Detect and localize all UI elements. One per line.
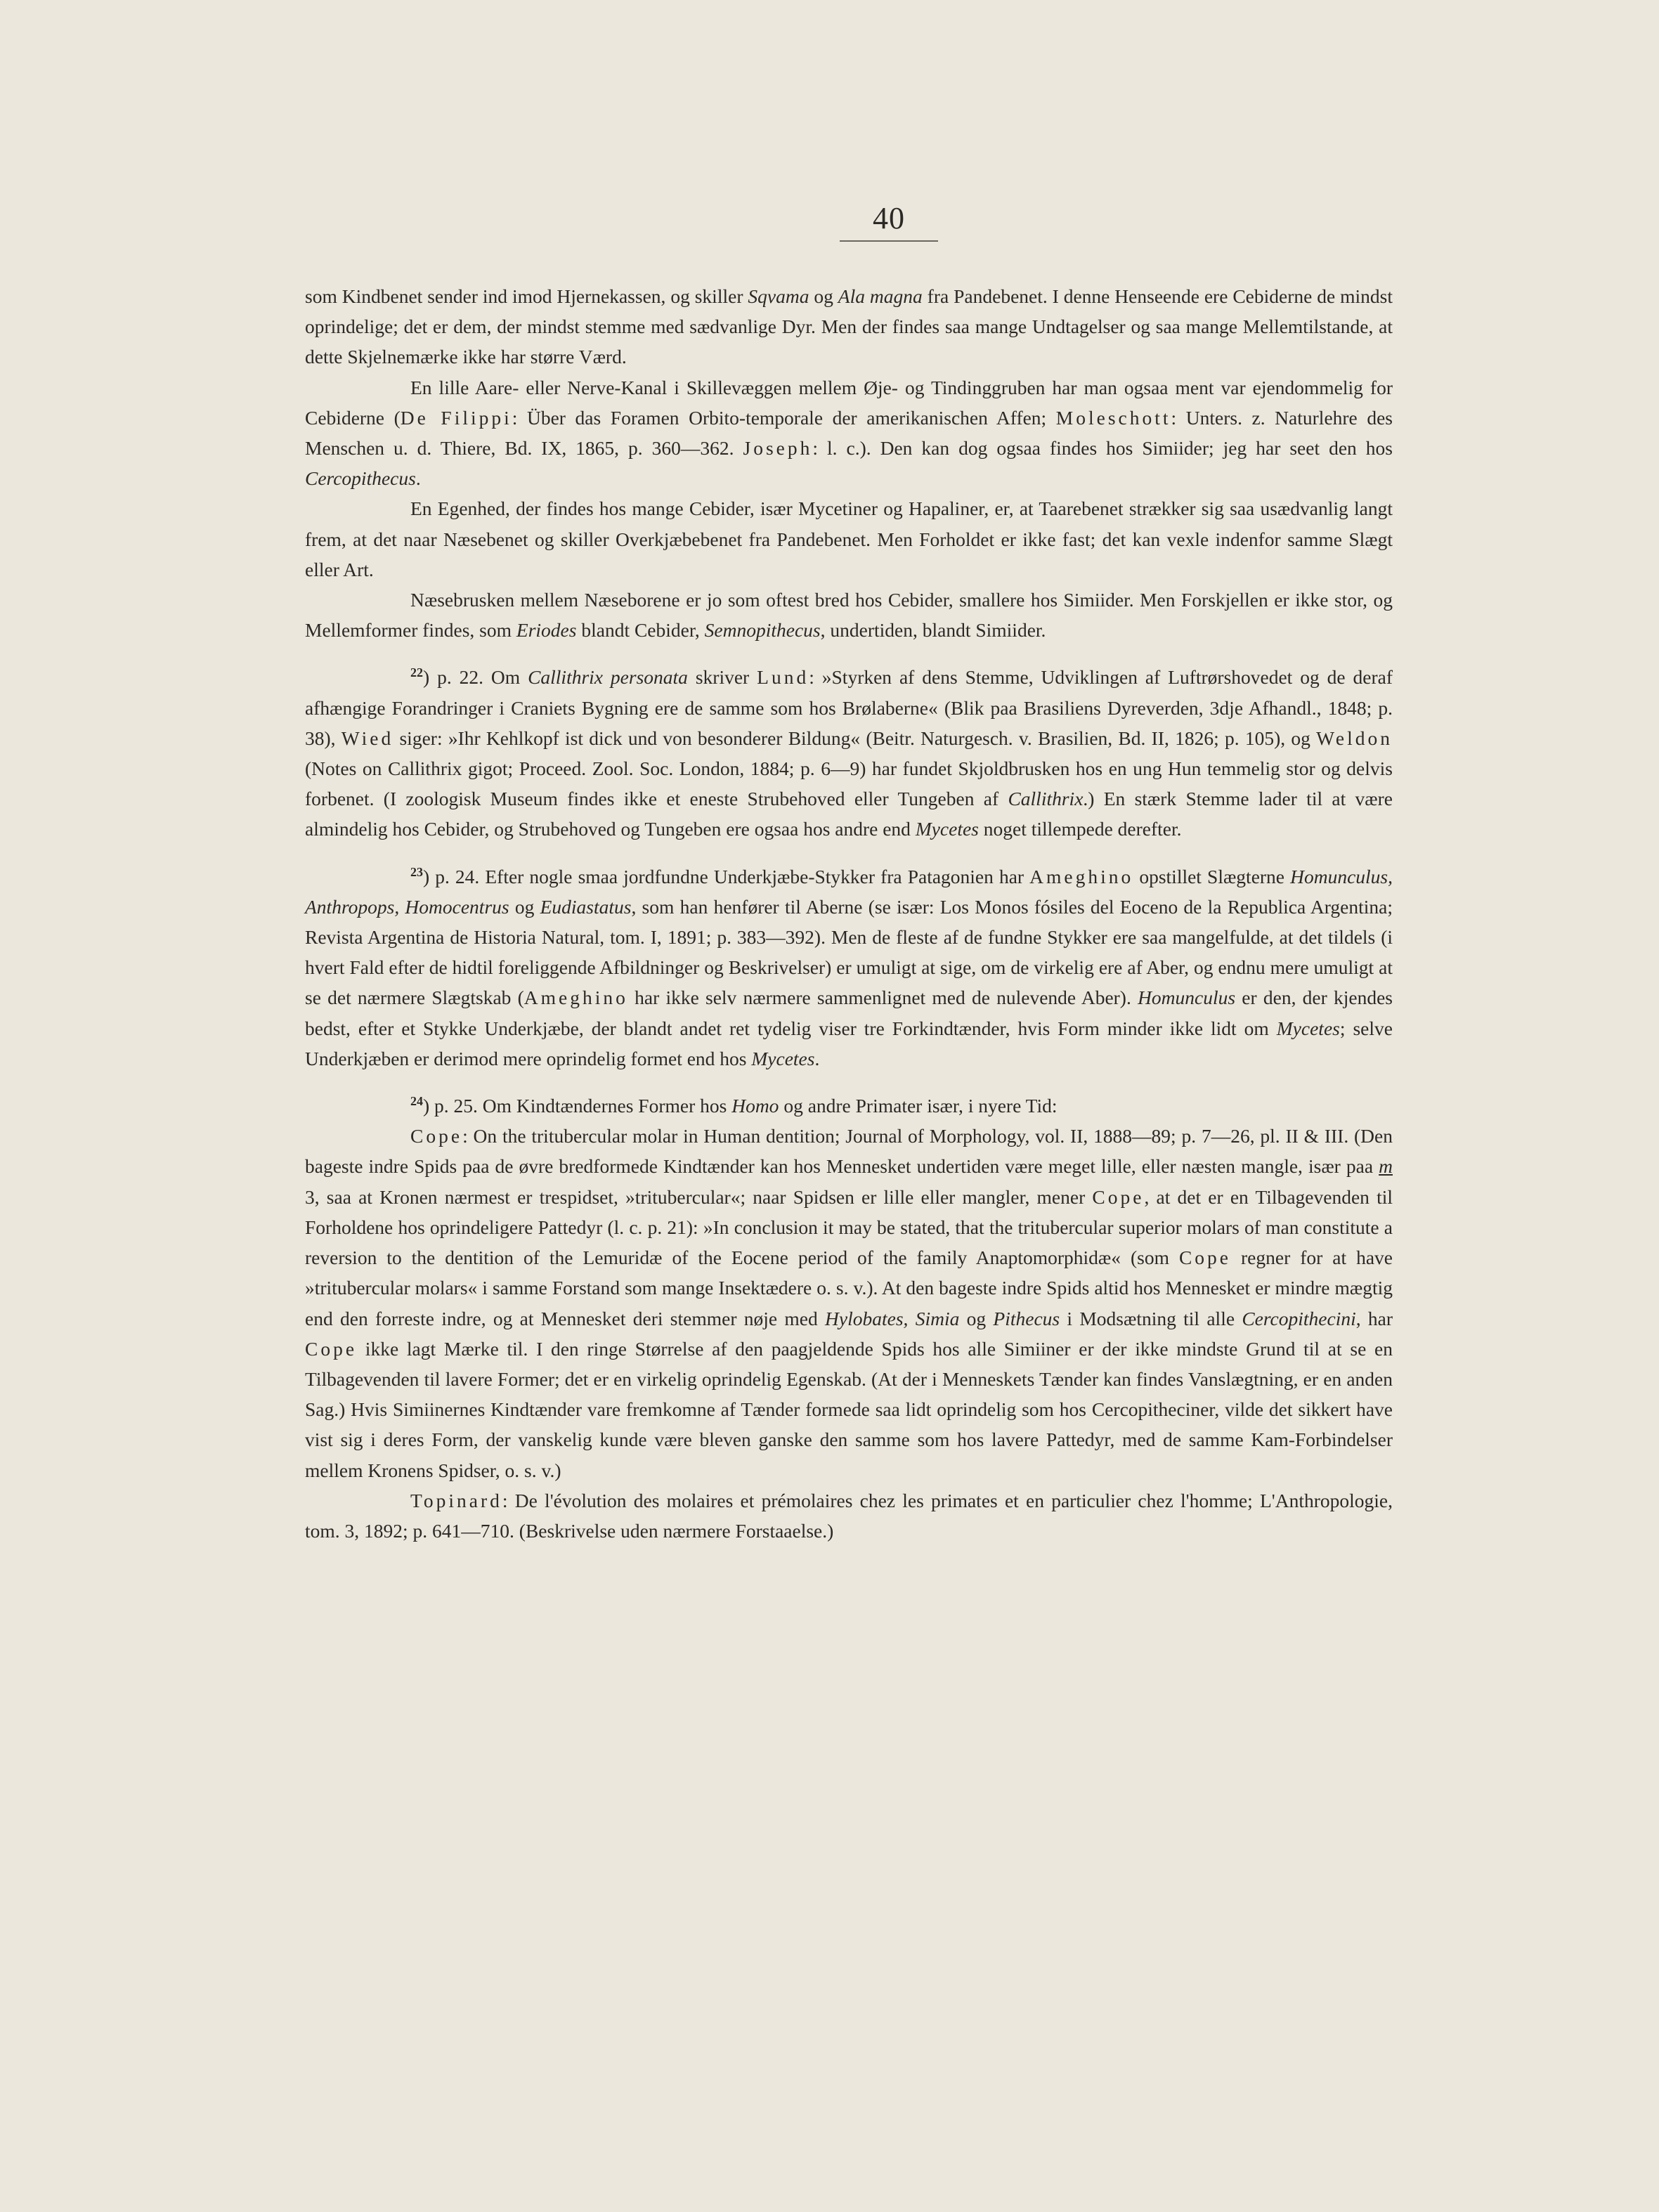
page-number: 40: [873, 201, 905, 235]
paragraph: En Egenhed, der findes hos mange Cebider, især Mycetiner og Hapaliner, er, at Taarebenet strækker sig saa usædvanlig langt frem, at det naar Næsebenet og skiller Overkjæbebenet fra Pandebenet. Men Forholdet er ikke fast; det kan vexle indenfor samme Slægt eller Art.: [305, 497, 1393, 580]
paragraph: $^{23}$) p. 24. Efter nogle smaa jordfundne Underkjæbe-Stykker fra Patagonien har Ameghino opstillet Slægterne Homunculus, Anthropops, Homocentrus og Eudiastatus, som han henfører til Aberne (se især: Los Monos fósiles del Eoceno de la Republica Argentina; Revista Argentina de Historia Natural, tom. I, 1891; p. 383—392). Men de fleste af de fundne Stykker ere saa mangelfulde, at det tildels (i hvert Fald efter de hidtil foreliggende Afbildninger og Beskrivelser) er umuligt at sige, om de virkelig ere af Aber, og endnu mere umuligt at se det nærmere Slægtskab (Ameghino har ikke selv nærmere sammenlignet med de nulevende Aber). Homunculus er den, der kjendes bedst, efter et Stykke Underkjæbe, der blandt andet ret tydelig viser tre Forkindtænder, hvis Form minder ikke lidt om Mycetes; selve Underkjæben er derimod mere oprindelig formet end hos Mycetes.: [305, 864, 1393, 1069]
paragraph: som Kindbenet sender ind imod Hjernekassen, og skiller Sqvama og Ala magna fra Pandebenet. I denne Henseende ere Cebiderne de mindst oprindelige; det er dem, der mindst stemme med sædvanlige Dyr. Men der findes saa mange Undtagelser og saa mange Mellemtilstande, at dette Skjelnemærke ikke har større Værd.: [305, 285, 1393, 368]
paragraph: Topinard: De l'évolution des molaires et prémolaires chez les primates et en particulier chez l'homme; L'Anthropologie, tom. 3, 1892; p. 641—710. (Beskrivelse uden nærmere Forstaaelse.): [305, 1489, 1393, 1542]
paragraph: En lille Aare- eller Nerve-Kanal i Skillevæggen mellem Øje- og Tindinggruben har man ogsaa ment var ejendommelig for Cebiderne (De Filippi: Über das Foramen Orbito-temporale der amerikanischen Affen; Moleschott: Unters. z. Naturlehre des Menschen u. d. Thiere, Bd. IX, 1865, p. 360—362. Joseph: l. c.). Den kan dog ogsaa findes hos Simiider; jeg har seet den hos Cercopithecus.: [305, 376, 1393, 490]
page-number-rule: [840, 240, 938, 242]
paragraph: $^{22}$) p. 22. Om Callithrix personata skriver Lund: »Styrken af dens Stemme, Udviklingen af Luftrørshovedet og de deraf afhængige Forandringer i Craniets Bygning ere de samme som hos Brølaberne« (Blik paa Brasiliens Dyreverden, 3dje Afhandl., 1848; p. 38), Wied siger: »Ihr Kehlkopf ist dick und von besonderer Bildung« (Beitr. Naturgesch. v. Brasilien, Bd. II, 1826; p. 105), og Weldon (Notes on Callithrix gigot; Proceed. Zool. Soc. London, 1884; p. 6—9) har fundet Skjoldbrusken hos en ung Hun temmelig stor og delvis forbenet. (I zoologisk Museum findes ikke et eneste Strubehoved eller Tungeben af Callithrix.) En stærk Stemme lader til at være almindelig hos Cebider, og Strubehoved og Tungeben ere ogsaa hos andre end Mycetes noget tillempede derefter.: [305, 665, 1393, 840]
paragraph: Næsebrusken mellem Næseborene er jo som oftest bred hos Cebider, smallere hos Simiider. Men Forskjellen er ikke stor, og Mellemformer findes, som Eriodes blandt Cebider, Semnopithecus, undertiden, blandt Simiider.: [305, 589, 1393, 642]
body-text: [305, 281, 1393, 1546]
paragraph: $^{24}$) p. 25. Om Kindtændernes Former hos Homo og andre Primater især, i nyere Tid:: [410, 1094, 1058, 1117]
paragraph: Cope: On the tritubercular molar in Human dentition; Journal of Morphology, vol. II, 1888—89; p. 7—26, pl. II & III. (Den bageste indre Spids paa de øvre bredformede Kindtænder kan hos Mennesket undertiden være meget lille, eller næsten mangle, især paa m 3, saa at Kronen nærmest er trespidset, »tritubercular«; naar Spidsen er lille eller mangler, mener Cope, at det er en Tilbagevenden til Forholdene hos oprindeligere Pattedyr (l. c. p. 21): »In conclusion it may be stated, that the tritubercular superior molars of man constitute a reversion to the dentition of the Lemuridæ of the Eocene period of the family Anaptomorphidæ« (som Cope regner for at have »tritubercular molars« i samme Forstand som mange Insektædere o. s. v.). At den bageste indre Spids altid hos Mennesket er mindre mægtig end den forreste indre, og at Mennesket deri stemmer nøje med Hylobates, Simia og Pithecus i Modsætning til alle Cercopithecini, har Cope ikke lagt Mærke til. I den ringe Størrelse af den paagjeldende Spids hos alle Simiiner er der ikke mindste Grund til at se en Tilbagevenden til lavere Former; det er en virkelig oprindelig Egenskab. (At der i Menneskets Tænder kan findes Vanslægtning, er en anden Sag.) Hvis Simiinernes Kindtænder vare fremkomne af Tænder formede saa lidt oprindelig som hos Cercopitheciner, vilde det sikkert have vist sig i deres Form, der vanskelig kunde være bleven ganske den samme som hos lavere Pattedyr, med de samme Kam-Forbindelser mellem Kronens Spidser, o. s. v.): [305, 1125, 1393, 1481]
